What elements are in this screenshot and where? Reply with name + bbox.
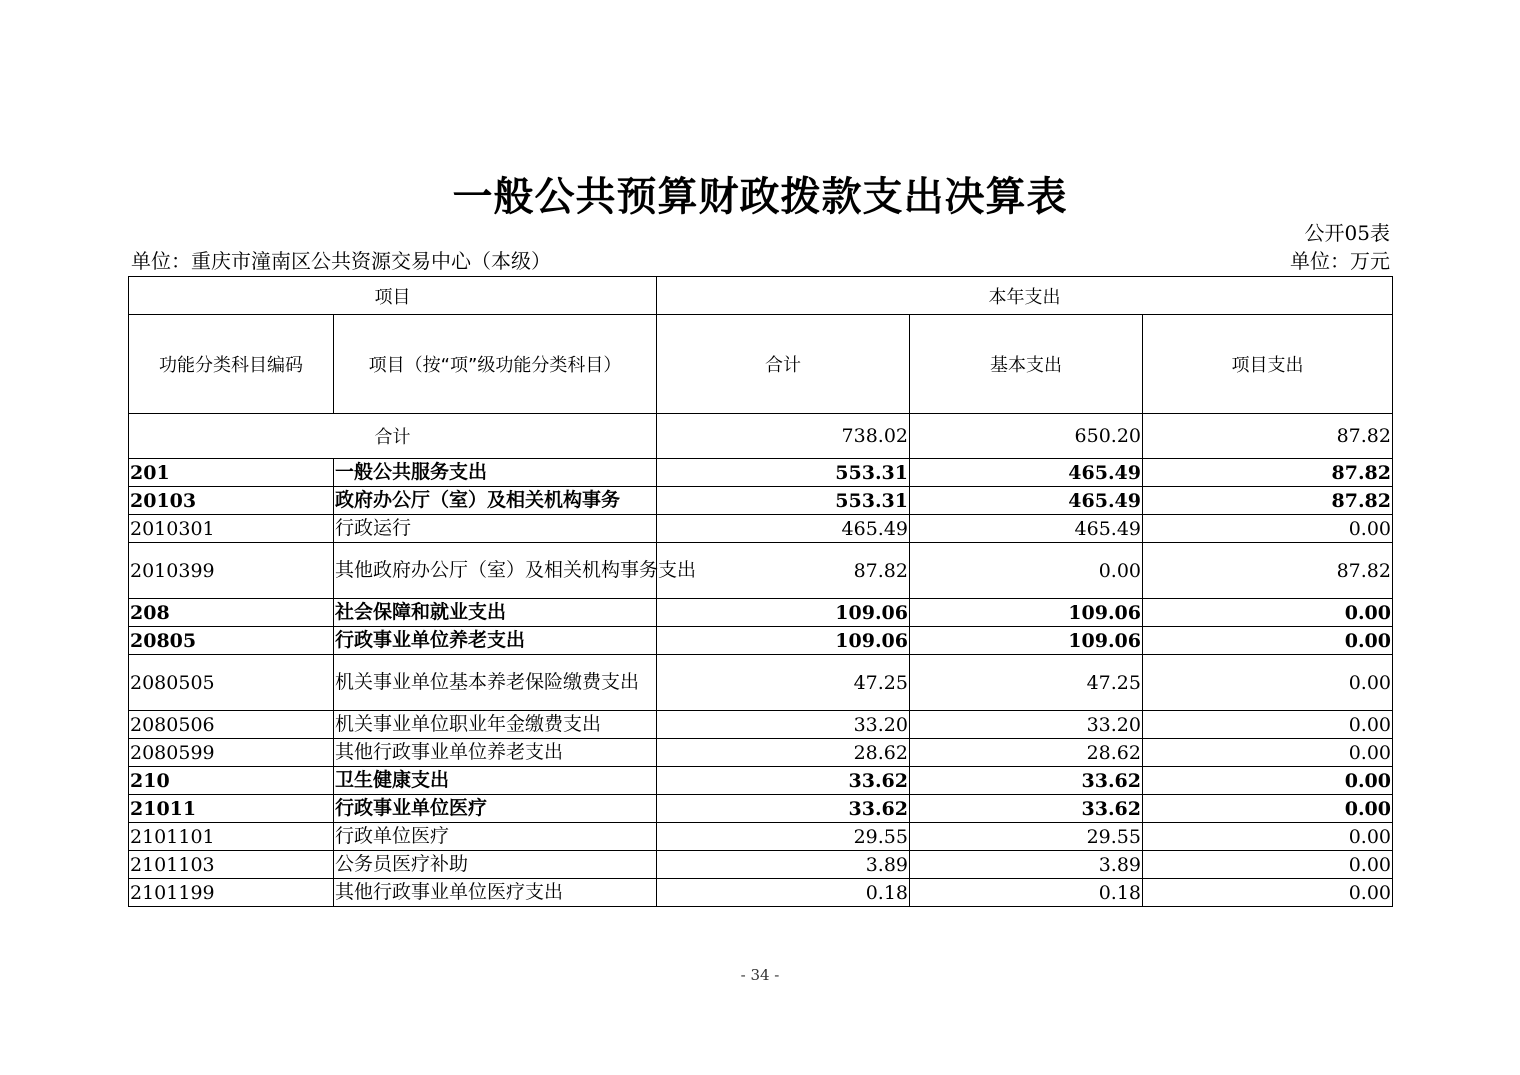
- row-project: 87.82: [1143, 459, 1393, 487]
- row-name: 行政事业单位医疗: [334, 795, 657, 823]
- row-basic: 33.62: [910, 767, 1143, 795]
- row-project: 87.82: [1143, 543, 1393, 599]
- row-name: 其他政府办公厅（室）及相关机构事务支出: [334, 543, 657, 599]
- row-code: 2010301: [129, 515, 334, 543]
- row-code: 20103: [129, 487, 334, 515]
- row-project: 0.00: [1143, 823, 1393, 851]
- row-code: 2101199: [129, 879, 334, 907]
- table-row: [129, 823, 1393, 851]
- row-basic: 0.00: [910, 543, 1143, 599]
- row-total: 33.62: [657, 767, 910, 795]
- row-project: 0.00: [1143, 879, 1393, 907]
- row-name: 机关事业单位基本养老保险缴费支出: [334, 655, 657, 711]
- row-basic: 33.62: [910, 795, 1143, 823]
- header-year-expense: 本年支出: [657, 277, 1393, 315]
- table-row: [129, 543, 1393, 599]
- row-total: 87.82: [657, 543, 910, 599]
- row-total: 33.20: [657, 711, 910, 739]
- row-project: 87.82: [1143, 487, 1393, 515]
- row-name: 社会保障和就业支出: [334, 599, 657, 627]
- header-project-expense: 项目支出: [1143, 315, 1393, 414]
- row-name: 政府办公厅（室）及相关机构事务: [334, 487, 657, 515]
- currency-unit: 单位：万元: [1290, 249, 1390, 273]
- row-code: 21011: [129, 795, 334, 823]
- header-item: 项目（按“项”级功能分类科目）: [334, 315, 657, 414]
- table-row: [129, 599, 1393, 627]
- row-project: 0.00: [1143, 515, 1393, 543]
- table-row: [129, 739, 1393, 767]
- total-project: 87.82: [1143, 414, 1393, 459]
- table-row: [129, 879, 1393, 907]
- row-code: 2080505: [129, 655, 334, 711]
- row-name: 卫生健康支出: [334, 767, 657, 795]
- row-basic: 109.06: [910, 627, 1143, 655]
- form-number: 公开05表: [1304, 221, 1390, 245]
- table-row: [129, 655, 1393, 711]
- row-name: 一般公共服务支出: [334, 459, 657, 487]
- table-body: [129, 414, 1393, 907]
- row-basic: 109.06: [910, 599, 1143, 627]
- row-name: 其他行政事业单位医疗支出: [334, 879, 657, 907]
- header-total: 合计: [657, 315, 910, 414]
- row-basic: 465.49: [910, 459, 1143, 487]
- row-basic: 47.25: [910, 655, 1143, 711]
- budget-table: [128, 276, 1393, 907]
- row-code: 201: [129, 459, 334, 487]
- row-code: 2080506: [129, 711, 334, 739]
- page-title: 一般公共预算财政拨款支出决算表: [452, 174, 1068, 220]
- row-code: 2101103: [129, 851, 334, 879]
- page-number: - 34 -: [740, 966, 780, 984]
- row-total: 29.55: [657, 823, 910, 851]
- row-name: 行政单位医疗: [334, 823, 657, 851]
- row-name: 公务员医疗补助: [334, 851, 657, 879]
- table-row: [129, 851, 1393, 879]
- row-total: 553.31: [657, 459, 910, 487]
- row-project: 0.00: [1143, 851, 1393, 879]
- row-total: 553.31: [657, 487, 910, 515]
- row-code: 2010399: [129, 543, 334, 599]
- row-total: 109.06: [657, 599, 910, 627]
- row-project: 0.00: [1143, 711, 1393, 739]
- table-row: [129, 515, 1393, 543]
- row-name: 其他行政事业单位养老支出: [334, 739, 657, 767]
- row-total: 109.06: [657, 627, 910, 655]
- total-row: [129, 414, 1393, 459]
- row-code: 2101101: [129, 823, 334, 851]
- table-row: [129, 487, 1393, 515]
- row-project: 0.00: [1143, 655, 1393, 711]
- table-row: [129, 795, 1393, 823]
- row-project: 0.00: [1143, 795, 1393, 823]
- row-total: 3.89: [657, 851, 910, 879]
- row-basic: 0.18: [910, 879, 1143, 907]
- row-basic: 29.55: [910, 823, 1143, 851]
- row-name: 行政运行: [334, 515, 657, 543]
- row-name: 行政事业单位养老支出: [334, 627, 657, 655]
- row-total: 47.25: [657, 655, 910, 711]
- row-project: 0.00: [1143, 599, 1393, 627]
- header-project: 项目: [129, 277, 657, 315]
- row-basic: 3.89: [910, 851, 1143, 879]
- total-basic: 650.20: [910, 414, 1143, 459]
- row-code: 20805: [129, 627, 334, 655]
- row-basic: 28.62: [910, 739, 1143, 767]
- row-basic: 33.20: [910, 711, 1143, 739]
- row-basic: 465.49: [910, 487, 1143, 515]
- row-project: 0.00: [1143, 627, 1393, 655]
- header-basic: 基本支出: [910, 315, 1143, 414]
- row-code: 2080599: [129, 739, 334, 767]
- row-total: 0.18: [657, 879, 910, 907]
- table-row: [129, 627, 1393, 655]
- row-basic: 465.49: [910, 515, 1143, 543]
- table-row: [129, 767, 1393, 795]
- total-amount: 738.02: [657, 414, 910, 459]
- row-total: 28.62: [657, 739, 910, 767]
- header-code: 功能分类科目编码: [129, 315, 334, 414]
- row-total: 465.49: [657, 515, 910, 543]
- total-label: 合计: [129, 414, 657, 459]
- row-project: 0.00: [1143, 739, 1393, 767]
- row-code: 210: [129, 767, 334, 795]
- table-row: [129, 711, 1393, 739]
- table-row: [129, 459, 1393, 487]
- row-project: 0.00: [1143, 767, 1393, 795]
- row-total: 33.62: [657, 795, 910, 823]
- row-code: 208: [129, 599, 334, 627]
- organization-unit: 单位：重庆市潼南区公共资源交易中心（本级）: [131, 249, 551, 273]
- row-name: 机关事业单位职业年金缴费支出: [334, 711, 657, 739]
